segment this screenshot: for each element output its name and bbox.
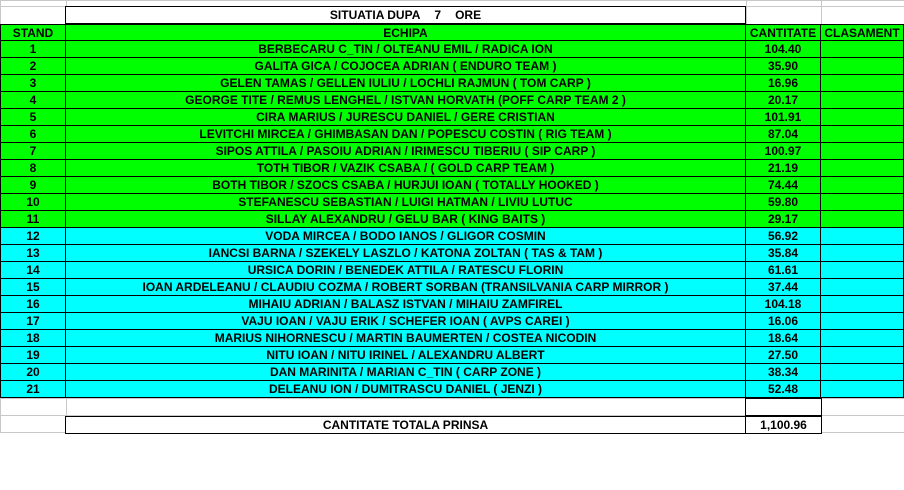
total-value: 1,100.96 xyxy=(745,416,822,434)
header-quantity[interactable]: CANTITATE xyxy=(746,24,821,41)
cell-stand[interactable]: 19 xyxy=(0,347,66,364)
cell-quantity[interactable]: 20.17 xyxy=(746,92,821,109)
cell-stand[interactable]: 14 xyxy=(0,262,66,279)
cell-quantity[interactable]: 59.80 xyxy=(746,194,821,211)
cell-team[interactable]: MARIUS NIHORNESCU / MARTIN BAUMERTEN / COSTEA NICODIN xyxy=(66,330,746,347)
cell-team[interactable]: GEORGE TITE / REMUS LENGHEL / ISTVAN HORVATH (POFF CARP TEAM 2 ) xyxy=(66,92,746,109)
cell-stand[interactable]: 11 xyxy=(0,211,66,228)
cell-ranking[interactable] xyxy=(821,75,904,92)
cell-team[interactable]: STEFANESCU SEBASTIAN / LUIGI HATMAN / LIVIU LUTUC xyxy=(66,194,746,211)
cell-ranking[interactable] xyxy=(821,126,904,143)
cell-ranking[interactable] xyxy=(821,211,904,228)
cell-stand[interactable]: 6 xyxy=(0,126,66,143)
empty-quantity-cell[interactable] xyxy=(745,398,822,416)
cell-team[interactable]: IOAN ARDELEANU / CLAUDIU COZMA / ROBERT SORBAN (TRANSILVANIA CARP MIRROR ) xyxy=(66,279,746,296)
cell-quantity[interactable]: 87.04 xyxy=(746,126,821,143)
header-team[interactable]: ECHIPA xyxy=(66,24,746,41)
cell-ranking[interactable] xyxy=(821,330,904,347)
cell-team[interactable]: MIHAIU ADRIAN / BALASZ ISTVAN / MIHAIU ZAMFIREL xyxy=(66,296,746,313)
cell-stand[interactable]: 8 xyxy=(0,160,66,177)
cell-stand[interactable]: 2 xyxy=(0,58,66,75)
cell-stand[interactable]: 16 xyxy=(0,296,66,313)
cell-quantity[interactable]: 104.18 xyxy=(746,296,821,313)
cell-stand[interactable]: 13 xyxy=(0,245,66,262)
cell-stand[interactable]: 4 xyxy=(0,92,66,109)
cell-quantity[interactable]: 21.19 xyxy=(746,160,821,177)
cell-ranking[interactable] xyxy=(821,313,904,330)
title-cell xyxy=(65,6,746,24)
cell-team[interactable]: BOTH TIBOR / SZOCS CSABA / HURJUI IOAN ( TOTALLY HOOKED ) xyxy=(66,177,746,194)
cell-ranking[interactable] xyxy=(821,245,904,262)
cell-team[interactable]: VODA MIRCEA / BODO IANOS / GLIGOR COSMIN xyxy=(66,228,746,245)
total-label: CANTITATE TOTALA PRINSA xyxy=(65,416,746,434)
gridline-horizontal xyxy=(0,0,904,1)
cell-quantity[interactable]: 37.44 xyxy=(746,279,821,296)
cell-quantity[interactable]: 56.92 xyxy=(746,228,821,245)
cell-quantity[interactable]: 61.61 xyxy=(746,262,821,279)
cell-ranking[interactable] xyxy=(821,347,904,364)
cell-quantity[interactable]: 35.90 xyxy=(746,58,821,75)
cell-stand[interactable]: 15 xyxy=(0,279,66,296)
cell-team[interactable]: BERBECARU C_TIN / OLTEANU EMIL / RADICA ION xyxy=(66,41,746,58)
cell-stand[interactable]: 12 xyxy=(0,228,66,245)
cell-ranking[interactable] xyxy=(821,279,904,296)
cell-ranking[interactable] xyxy=(821,296,904,313)
cell-stand[interactable]: 5 xyxy=(0,109,66,126)
cell-quantity[interactable]: 100.97 xyxy=(746,143,821,160)
cell-stand[interactable]: 21 xyxy=(0,381,66,398)
title-prefix: SITUATIA DUPA xyxy=(329,8,421,22)
cell-quantity[interactable]: 38.34 xyxy=(746,364,821,381)
cell-ranking[interactable] xyxy=(821,364,904,381)
cell-ranking[interactable] xyxy=(821,262,904,279)
cell-team[interactable]: TOTH TIBOR / VAZIK CSABA / ( GOLD CARP TEAM ) xyxy=(66,160,746,177)
cell-team[interactable]: CIRA MARIUS / JURESCU DANIEL / GERE CRISTIAN xyxy=(66,109,746,126)
cell-quantity[interactable]: 29.17 xyxy=(746,211,821,228)
cell-stand[interactable]: 9 xyxy=(0,177,66,194)
cell-team[interactable]: NITU IOAN / NITU IRINEL / ALEXANDRU ALBERT xyxy=(66,347,746,364)
cell-quantity[interactable]: 101.91 xyxy=(746,109,821,126)
cell-stand[interactable]: 10 xyxy=(0,194,66,211)
cell-team[interactable]: DAN MARINITA / MARIAN C_TIN ( CARP ZONE ) xyxy=(66,364,746,381)
cell-quantity[interactable]: 35.84 xyxy=(746,245,821,262)
cell-quantity[interactable]: 18.64 xyxy=(746,330,821,347)
cell-stand[interactable]: 18 xyxy=(0,330,66,347)
cell-stand[interactable]: 1 xyxy=(0,41,66,58)
cell-team[interactable]: LEVITCHI MIRCEA / GHIMBASAN DAN / POPESCU COSTIN ( RIG TEAM ) xyxy=(66,126,746,143)
cell-ranking[interactable] xyxy=(821,143,904,160)
cell-ranking[interactable] xyxy=(821,194,904,211)
cell-team[interactable]: GELEN TAMAS / GELLEN IULIU / LOCHLI RAJMUN ( TOM CARP ) xyxy=(66,75,746,92)
cell-quantity[interactable]: 104.40 xyxy=(746,41,821,58)
cell-team[interactable]: GALITA GICA / COJOCEA ADRIAN ( ENDURO TEAM ) xyxy=(66,58,746,75)
cell-team[interactable]: VAJU IOAN / VAJU ERIK / SCHEFER IOAN ( AVPS CAREI ) xyxy=(66,313,746,330)
cell-team[interactable]: SIPOS ATTILA / PASOIU ADRIAN / IRIMESCU TIBERIU ( SIP CARP ) xyxy=(66,143,746,160)
cell-ranking[interactable] xyxy=(821,58,904,75)
title-suffix: ORE xyxy=(455,8,482,22)
cell-ranking[interactable] xyxy=(821,177,904,194)
cell-quantity[interactable]: 52.48 xyxy=(746,381,821,398)
cell-quantity[interactable]: 74.44 xyxy=(746,177,821,194)
cell-ranking[interactable] xyxy=(821,228,904,245)
cell-team[interactable]: DELEANU ION / DUMITRASCU DANIEL ( JENZI ) xyxy=(66,381,746,398)
header-ranking[interactable]: CLASAMENT xyxy=(821,24,904,41)
title-hours: 7 xyxy=(434,8,442,22)
cell-quantity[interactable]: 16.96 xyxy=(746,75,821,92)
cell-ranking[interactable] xyxy=(821,381,904,398)
cell-ranking[interactable] xyxy=(821,160,904,177)
cell-quantity[interactable]: 27.50 xyxy=(746,347,821,364)
cell-stand[interactable]: 7 xyxy=(0,143,66,160)
cell-ranking[interactable] xyxy=(821,92,904,109)
cell-stand[interactable]: 3 xyxy=(0,75,66,92)
cell-quantity[interactable]: 16.06 xyxy=(746,313,821,330)
cell-team[interactable]: IANCSI BARNA / SZEKELY LASZLO / KATONA ZOLTAN ( TAS & TAM ) xyxy=(66,245,746,262)
cell-stand[interactable]: 20 xyxy=(0,364,66,381)
cell-team[interactable]: SILLAY ALEXANDRU / GELU BAR ( KING BAITS ) xyxy=(66,211,746,228)
cell-ranking[interactable] xyxy=(821,41,904,58)
cell-team[interactable]: URSICA DORIN / BENEDEK ATTILA / RATESCU FLORIN xyxy=(66,262,746,279)
cell-stand[interactable]: 17 xyxy=(0,313,66,330)
header-stand[interactable]: STAND xyxy=(0,24,66,41)
cell-ranking[interactable] xyxy=(821,109,904,126)
